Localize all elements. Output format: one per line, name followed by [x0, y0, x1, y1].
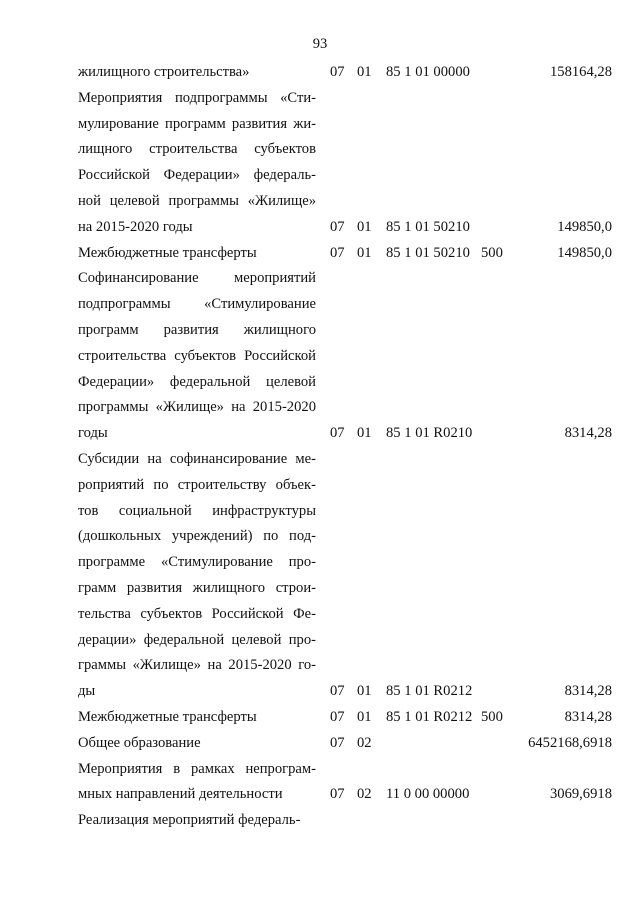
row-description [78, 808, 316, 834]
amount: 149850,0 [557, 218, 612, 235]
description-line: тов социальной инфраструктуры [78, 502, 316, 519]
table-row [0, 241, 640, 267]
section-code: 07 [330, 425, 345, 442]
row-description [78, 86, 316, 241]
table-row [0, 808, 640, 834]
description-line: Общее образование [78, 734, 201, 751]
amount: 158164,28 [549, 64, 612, 80]
description-line: программ развития жилищного [78, 321, 316, 338]
description-line: подпрограммы «Стимулирование [78, 296, 316, 313]
description-line: Межбюджетные трансферты [78, 709, 257, 725]
description-line: мулирование программ развития жи- [78, 115, 316, 132]
description-line: ды [78, 683, 96, 700]
subsection-code: 01 [357, 64, 372, 80]
target-article-code: 85 1 01 50210 [386, 218, 470, 235]
section-code: 07 [330, 218, 345, 235]
section-code: 07 [330, 244, 345, 261]
table-row [0, 447, 640, 705]
description-line: тельства субъектов Российской Фе- [78, 605, 316, 622]
description-line: программе «Стимулирование про- [78, 554, 316, 571]
amount: 3069,6918 [549, 786, 612, 803]
description-line: мных направлений деятельности [78, 786, 283, 803]
section-code: 07 [330, 786, 345, 803]
row-description [78, 705, 316, 731]
row-description [78, 241, 316, 267]
table-row [0, 86, 640, 241]
description-line: строительства субъектов Российской [78, 347, 316, 364]
description-line: Софинансирование мероприятий [78, 270, 316, 287]
description-line: граммы «Жилище» на 2015-2020 го- [78, 657, 316, 674]
subsection-code: 01 [357, 683, 372, 700]
description-line: Мероприятия в рамках непрограм- [78, 760, 316, 777]
description-line: роприятий по строительству объек- [78, 476, 316, 493]
subsection-code: 01 [357, 244, 372, 261]
row-description [78, 447, 316, 705]
target-article-code: 85 1 01 R0210 [386, 425, 473, 442]
table-row [0, 705, 640, 731]
section-code: 07 [330, 64, 345, 80]
table-row [0, 60, 640, 86]
description-line: Реализация мероприятий федераль- [78, 812, 301, 829]
amount: 6452168,6918 [528, 734, 612, 751]
page-number: 93 [312, 36, 328, 52]
description-line: на 2015-2020 годы [78, 218, 193, 235]
row-description [78, 757, 316, 809]
amount: 149850,0 [557, 244, 612, 261]
description-line: Мероприятия подпрограммы «Сти- [78, 89, 316, 106]
table-row [0, 757, 640, 809]
section-code: 07 [330, 734, 345, 751]
target-article-code: 85 1 01 50210 [386, 244, 470, 261]
subsection-code: 02 [357, 734, 372, 751]
target-article-code: 85 1 01 R0212 [386, 709, 473, 725]
expense-type-code: 500 [481, 244, 503, 261]
description-line: лищного строительства субъектов [78, 141, 316, 158]
description-line: программы «Жилище» на 2015-2020 [78, 399, 316, 416]
subsection-code: 02 [357, 786, 372, 803]
section-code: 07 [330, 683, 345, 700]
row-description [78, 266, 316, 447]
target-article-code: 85 1 01 00000 [386, 64, 470, 80]
table-row [0, 266, 640, 447]
subsection-code: 01 [357, 425, 372, 442]
amount: 8314,28 [564, 425, 612, 442]
description-line: ной целевой программы «Жилище» [78, 192, 316, 209]
description-line: Российской Федерации» федераль- [78, 167, 316, 184]
description-line: жилищного строительства» [78, 64, 250, 80]
section-code: 07 [330, 709, 345, 725]
description-line: грамм развития жилищного строи- [78, 579, 316, 596]
subsection-code: 01 [357, 218, 372, 235]
description-line: годы [78, 425, 108, 442]
description-line: Субсидии на софинансирование ме- [78, 451, 316, 467]
target-article-code: 11 0 00 00000 [386, 786, 470, 803]
description-line: (дошкольных учреждений) по под- [78, 528, 316, 545]
row-description [78, 731, 316, 757]
subsection-code: 01 [357, 709, 372, 725]
description-line: Федерации» федеральной целевой [78, 373, 316, 390]
description-line: дерации» федеральной целевой про- [78, 631, 316, 648]
amount: 8314,28 [564, 709, 612, 725]
row-description [78, 60, 316, 86]
amount: 8314,28 [564, 683, 612, 700]
table-row [0, 731, 640, 757]
target-article-code: 85 1 01 R0212 [386, 683, 473, 700]
description-line: Межбюджетные трансферты [78, 244, 257, 261]
expense-type-code: 500 [481, 709, 503, 725]
